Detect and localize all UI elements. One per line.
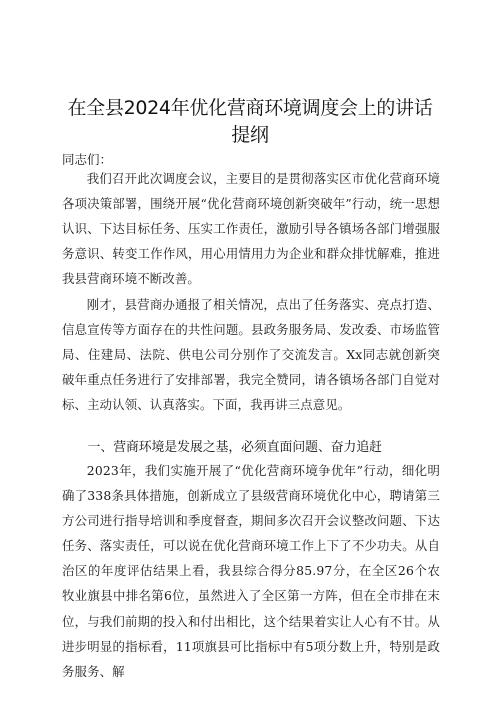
document-title-line-2: 提纲 — [231, 124, 269, 146]
document-title-line-1: 在全县2024年优化营商环境调度会上的讲话 — [67, 97, 433, 119]
salutation: 同志们： — [62, 152, 113, 167]
paragraph-2: 刚才，县营商办通报了相关情况，点出了任务落实、亮点打造、信息宣传等方面存在的共性问题。县政务服务局、发改委、市场监管局、住建局、法院、供电公司分别作了交流发言。Xx同志就创新突破年重点任务进行了安排部署，我完全赞同，请各镇场各部门自觉对标、主动认领、认真落实。下面，我再讲三点意见。 — [62, 297, 440, 413]
paragraph-1: 我们召开此次调度会议，主要目的是贯彻落实区市优化营商环境各项决策部署，围绕开展“优化营商环境创新突破年”行动，统一思想认识、下达目标任务、压实工作责任，激励引导各镇场各部门增强服务意识、转变工作作风，用心用情用力为企业和群众排忧解难，推进我县营商环境不断改善。 — [62, 171, 440, 287]
paragraph-3: 2023年，我们实施开展了“优化营商环境争优年”行动，细化明确了338条具体措施，创新成立了县级营商环境优化中心，聘请第三方公司进行指导培训和季度督查，期间多次召开会议整改问题、下达任务、落实责任，可以说在优化营商环境工作上下了不少功夫。从自治区的年度评估结果上看，我县综合得分85.97分，在全区26个农牧业旗县中排名第6位，虽然进入了全区第一方阵，但在全市排在末位，与我们前期的投入和付出相比，这个结果着实让人心有不甘。从进步明显的指标看，11项旗县可比指标中有5项分数上升，特别是政务服务、解 — [62, 463, 440, 679]
section-heading-1: 一、营商环境是发展之基，必须直面问题、奋力追赶 — [87, 440, 382, 455]
